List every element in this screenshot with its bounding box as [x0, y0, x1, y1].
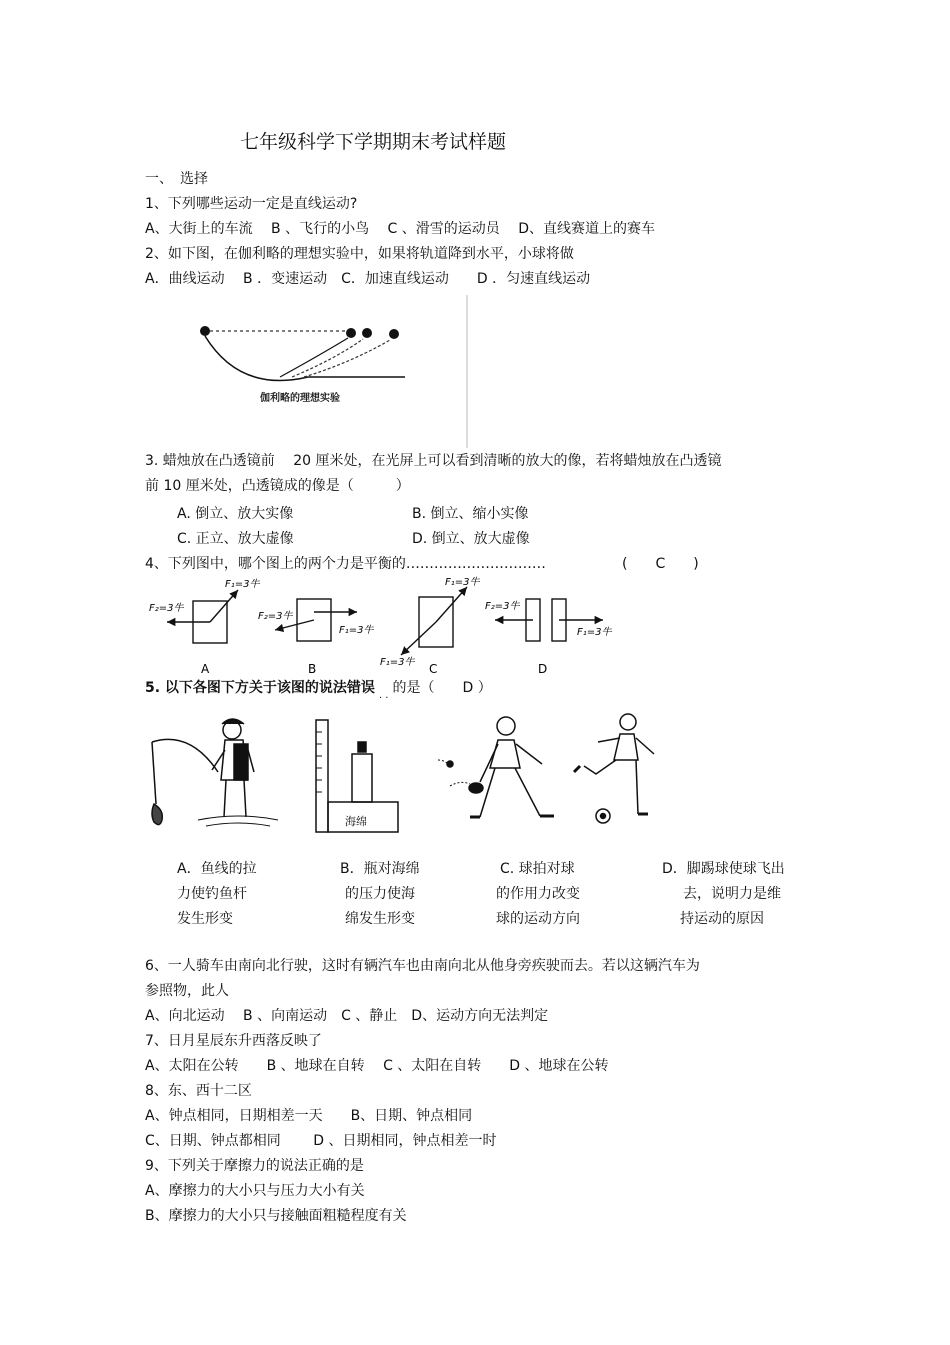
caption-c-line1: C. 球拍对球: [500, 861, 575, 877]
caption-d-line1: D．脚踢球使球飞出: [662, 861, 785, 877]
question-6-options: A、向北运动 B 、向南运动 C 、静止 D、运动方向无法判定: [145, 1008, 549, 1024]
caption-b-line2: 的压力使海: [345, 886, 415, 902]
galileo-figure-caption: 伽利略的理想实验: [260, 393, 340, 404]
caption-a-line3: 发生形变: [177, 911, 233, 927]
question-3-option-c: C. 正立、放大虚像: [177, 531, 294, 547]
question-2-options: A．曲线运动 B ．变速运动 C．加速直线运动 D ．匀速直线运动: [145, 271, 591, 287]
force-diagram-a: [149, 578, 261, 676]
question-7-options: A、太阳在公转 B 、地球在自转 C 、太阳在自转 D 、地球在公转: [145, 1058, 609, 1074]
caption-c-line3: 球的运动方向: [496, 911, 580, 927]
diagram-label-b: B: [308, 662, 317, 676]
force-diagrams: [145, 573, 625, 678]
force-label-f2: F₂=3牛: [258, 611, 293, 622]
force-label-f1: F₁=3牛: [577, 627, 612, 638]
question-3-stem-line1: 3. 蜡烛放在凸透镜前 20 厘米处，在光屏上可以看到清晰的放大的像，若将蜡烛放在凸透镜: [145, 453, 722, 469]
fishing-illustration: [152, 719, 278, 826]
question-9-stem: 9、下列关于摩擦力的说法正确的是: [145, 1158, 364, 1174]
section-heading: 一、 选择: [145, 171, 208, 187]
caption-b-line3: 绵发生形变: [345, 911, 415, 927]
question-3-option-a: A. 倒立、放大实像: [177, 506, 294, 522]
galileo-experiment-figure: [180, 293, 470, 453]
question-5-answer: 的是（ D ）: [392, 680, 492, 696]
caption-b-line1: B．瓶对海绵: [340, 861, 420, 877]
diagram-label-a: A: [201, 662, 210, 676]
question-3-stem-line2: 前 10 厘米处，凸透镜成的像是（ ）: [145, 478, 410, 494]
question-2-stem: 2、如下图，在伽利略的理想实验中，如果将轨道降到水平，小球将做: [145, 246, 574, 262]
caption-d-line3: 持运动的原因: [680, 911, 764, 927]
diagram-label-d: D: [538, 662, 548, 676]
soccer-player-illustration: [574, 714, 654, 823]
diagram-label-c: C: [429, 662, 438, 676]
caption-c-line2: 的作用力改变: [496, 886, 580, 902]
question-9-option-b: B、摩擦力的大小只与接触面粗糙程度有关: [145, 1208, 407, 1224]
force-label-f1: F₁=3牛: [445, 577, 480, 588]
question-4-answer: ( C ): [622, 556, 699, 572]
force-diagram-c: [380, 576, 481, 676]
force-label-f1: F₁=3牛: [339, 625, 374, 636]
question-1-stem: 1、下列哪些运动一定是直线运动?: [145, 196, 358, 212]
question-3-option-d: D. 倒立、放大虚像: [412, 531, 530, 547]
tennis-player-illustration: [438, 717, 554, 817]
force-diagram-b: [258, 599, 375, 676]
question-6-stem-line1: 6、一人骑车由南向北行驶，这时有辆汽车也由南向北从他身旁疾驶而去。若以这辆汽车为: [145, 958, 700, 974]
question-5-stem-text: 5. 以下各图下方关于该图的说法错误: [145, 680, 375, 696]
question-5-stem: [145, 679, 492, 705]
question-5-illustrations: [150, 712, 670, 842]
question-8-options-line1: A、钟点相同，日期相差一天 B、日期、钟点相同: [145, 1108, 473, 1124]
sponge-label: 海绵: [345, 815, 367, 828]
question-8-stem: 8、东、西十二区: [145, 1083, 252, 1099]
force-label-f1: F₁=3牛: [380, 657, 415, 668]
question-4-stem: 4、下列图中，哪个图上的两个力是平衡的…………………………: [145, 556, 546, 572]
question-9-option-a: A、摩擦力的大小只与压力大小有关: [145, 1183, 365, 1199]
emphasis-dots: . .: [378, 690, 389, 701]
question-7-stem: 7、日月星辰东升西落反映了: [145, 1033, 322, 1049]
question-3-option-b: B. 倒立、缩小实像: [412, 506, 529, 522]
bottle-sponge-illustration: [316, 720, 398, 832]
force-label-f2: F₂=3牛: [485, 601, 520, 612]
question-8-options-line2: C、日期、钟点都相同 D 、日期相同，钟点相差一时: [145, 1133, 497, 1149]
caption-a-line1: A．鱼线的拉: [177, 861, 257, 877]
page-title: 七年级科学下学期期末考试样题: [240, 131, 507, 153]
force-diagram-d: [485, 599, 613, 676]
force-label-f2: F₂=3牛: [149, 603, 184, 614]
caption-a-line2: 力使钓鱼杆: [177, 886, 247, 902]
force-label-f1: F₁=3牛: [225, 579, 260, 590]
question-6-stem-line2: 参照物，此人: [145, 983, 229, 999]
question-1-options: A、大街上的车流 B 、飞行的小鸟 C 、滑雪的运动员 D、直线赛道上的赛车: [145, 221, 655, 237]
caption-d-line2: 去，说明力是维: [683, 886, 781, 902]
